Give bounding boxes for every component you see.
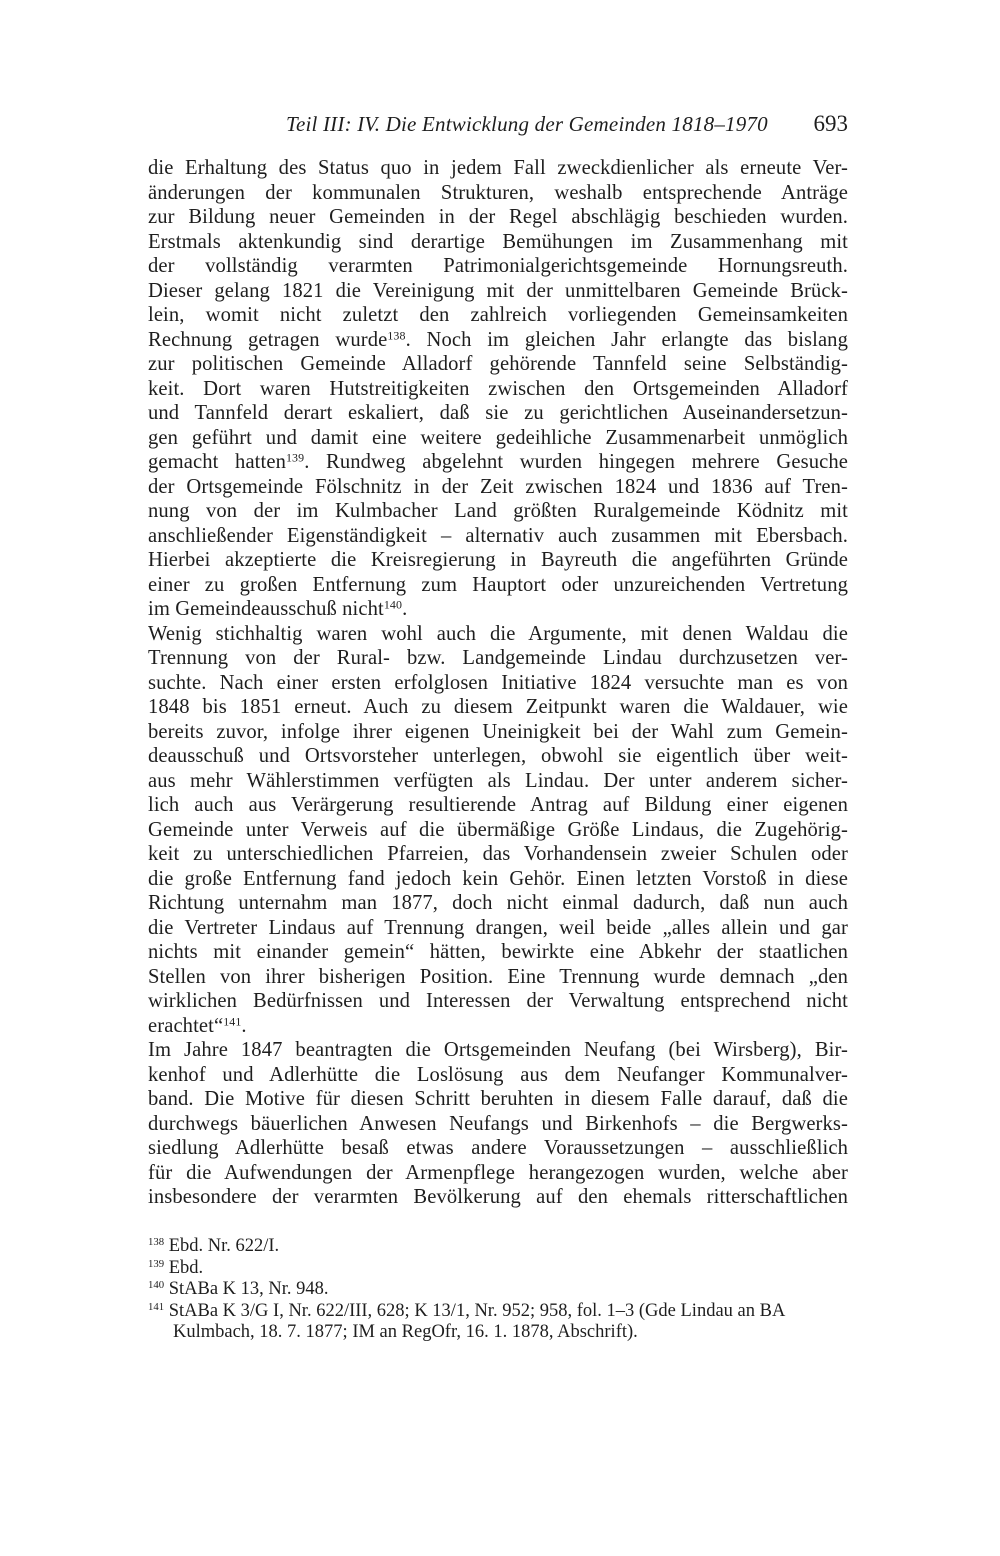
text-line xyxy=(148,597,848,622)
text-line xyxy=(148,1038,848,1063)
text-line xyxy=(148,328,848,353)
text-line xyxy=(148,695,848,720)
line-text: keit. Dort waren Hutstreitigkeiten zwischen den Ortsgemeinden Alladorf xyxy=(148,377,848,400)
footnote xyxy=(148,1236,848,1258)
footnote-text: Ebd. xyxy=(164,1257,204,1278)
text-line xyxy=(148,744,848,769)
footnote-number: 140 xyxy=(148,1279,165,1292)
line-text: nung von der im Kulmbacher Land größten Ruralgemeinde Ködnitz mit xyxy=(148,500,848,522)
line-text: suchte. Nach einer ersten erfolglosen Initiative 1824 versuchte man es von xyxy=(148,671,848,694)
line-text-continued: . xyxy=(241,1014,247,1037)
line-text: anschließender Eigenständigkeit – alternativ auch zusammen mit Ebersbach. xyxy=(148,524,848,547)
line-text: wirklichen Bedürfnissen und Interessen der Verwaltung entsprechend nicht xyxy=(148,990,848,1012)
line-text: Rechnung getragen wurde xyxy=(148,328,388,351)
line-text: deausschuß und Ortsvorsteher unterlegen, obwohl sie eigentlich über weit- xyxy=(148,745,848,767)
footnotes xyxy=(148,1236,848,1344)
text-line xyxy=(148,1014,848,1039)
page-header xyxy=(148,108,848,142)
line-text: die Erhaltung des Status quo in jedem Fall zweckdienlicher als erneute Ver- xyxy=(148,157,848,179)
line-text: im Gemeindeausschuß nicht xyxy=(148,598,384,620)
line-text: Erstmals aktenkundig sind derartige Bemühungen im Zusammenhang mit xyxy=(148,230,848,253)
footnote-reference: 141 xyxy=(223,1013,242,1028)
line-text: lein, womit nicht zuletzt den zahlreich vorliegenden Gemeinsamkeiten xyxy=(148,304,848,326)
line-text: änderungen der kommunalen Strukturen, weshalb entsprechende Anträge xyxy=(148,181,848,204)
line-text: aus mehr Wählerstimmen verfügten als Lindau. Der unter anderem sicher- xyxy=(148,769,848,792)
text-line xyxy=(148,1136,848,1161)
running-title: Teil III: IV. Die Entwicklung der Gemeinden 1818–1970 xyxy=(286,112,768,136)
text-line xyxy=(148,891,848,916)
footnote-number: 141 xyxy=(148,1300,165,1313)
text-line xyxy=(148,475,848,500)
line-text: nichts mit einander gemein“ hätten, bewirkte eine Abkehr der staatlichen xyxy=(148,941,848,963)
footnote-reference: 138 xyxy=(387,327,406,342)
text-line xyxy=(148,548,848,573)
text-line xyxy=(148,279,848,304)
line-text: 1848 bis 1851 erneut. Auch zu diesem Zeitpunkt waren die Waldauer, wie xyxy=(148,696,848,718)
text-line xyxy=(148,1063,848,1088)
line-text: siedlung Adlerhütte besaß etwas andere Voraussetzungen – ausschließlich xyxy=(148,1137,848,1159)
text-line xyxy=(148,940,848,965)
line-text: bereits zuvor, infolge ihrer eigenen Uneinigkeit bei der Wahl zum Gemein- xyxy=(148,720,848,743)
text-line xyxy=(148,377,848,402)
line-text: Wenig stichhaltig waren wohl auch die Argumente, mit denen Waldau die xyxy=(148,622,848,645)
line-text: erachtet“ xyxy=(148,1014,224,1037)
line-text: lich auch aus Verärgerung resultierende Antrag auf Bildung einer eigenen xyxy=(148,794,848,816)
text-line xyxy=(148,254,848,279)
line-text: Im Jahre 1847 beantragten die Ortsgemeinden Neufang (bei Wirsberg), Bir- xyxy=(148,1039,848,1061)
text-line xyxy=(148,181,848,206)
text-line xyxy=(148,230,848,255)
footnote-text-continued: Kulmbach, 18. 7. 1877; IM an RegOfr, 16. 1. 1878, Abschrift). xyxy=(173,1322,638,1342)
line-text: durchwegs bäuerlichen Anwesen Neufangs und Birkenhofs – die Bergwerks- xyxy=(148,1112,848,1135)
line-text: Dieser gelang 1821 die Vereinigung mit der unmittelbaren Gemeinde Brück- xyxy=(148,279,848,302)
text-line xyxy=(148,916,848,941)
footnote xyxy=(148,1258,848,1280)
line-text: und Tannfeld derart eskaliert, daß sie zu gerichtlichen Auseinandersetzun- xyxy=(148,402,848,424)
line-text: Stellen von ihrer bisherigen Position. Eine Trennung wurde demnach „den xyxy=(148,965,848,988)
page-number: 693 xyxy=(813,111,848,136)
line-text: Richtung unternahm man 1877, doch nicht einmal dadurch, daß nun auch xyxy=(148,892,848,914)
body-text xyxy=(148,156,848,1210)
line-text: der vollständig verarmten Patrimonialgerichtsgemeinde Hornungsreuth. xyxy=(148,255,848,277)
text-line xyxy=(148,524,848,549)
line-text: für die Aufwendungen der Armenpflege herangezogen wurden, welche aber xyxy=(148,1161,848,1184)
line-text: Trennung von der Rural- bzw. Landgemeinde Lindau durchzusetzen ver- xyxy=(148,647,848,669)
footnote-text: Ebd. Nr. 622/I. xyxy=(164,1236,280,1256)
footnote xyxy=(148,1301,848,1323)
line-text: einer zu großen Entfernung zum Hauptort oder unzureichenden Vertretung xyxy=(148,573,848,596)
text-line xyxy=(148,622,848,647)
text-line xyxy=(148,671,848,696)
line-text: keit zu unterschiedlichen Pfarreien, das Vorhandensein zweier Schulen oder xyxy=(148,843,848,865)
text-line xyxy=(148,1161,848,1186)
text-line xyxy=(148,499,848,524)
text-line xyxy=(148,303,848,328)
text-line xyxy=(148,205,848,230)
line-text: insbesondere der verarmten Bevölkerung auf den ehemals ritterschaftlichen xyxy=(148,1186,848,1208)
text-line xyxy=(148,1185,848,1210)
line-text: zur politischen Gemeinde Alladorf gehörende Tannfeld seine Selbständig- xyxy=(148,353,848,375)
text-line xyxy=(148,720,848,745)
text-line xyxy=(148,965,848,990)
line-text: Hierbei akzeptierte die Kreisregierung in Bayreuth die angeführten Gründe xyxy=(148,549,848,571)
line-text: Gemeinde unter Verweis auf die übermäßige Größe Lindaus, die Zugehörig- xyxy=(148,818,848,841)
footnote-number: 139 xyxy=(148,1257,165,1270)
text-line xyxy=(148,573,848,598)
text-line xyxy=(148,646,848,671)
text-line xyxy=(148,426,848,451)
text-line xyxy=(148,867,848,892)
line-text: die große Entfernung fand jedoch kein Gehör. Einen letzten Vorstoß in diese xyxy=(148,867,848,890)
line-text: die Vertreter Lindaus auf Trennung drangen, weil beide „alles allein und gar xyxy=(148,916,848,939)
footnote xyxy=(148,1279,848,1301)
line-text: gen geführt und damit eine weitere gedeihliche Zusammenarbeit unmöglich xyxy=(148,426,848,449)
line-text-continued: . xyxy=(402,598,408,620)
text-line xyxy=(148,793,848,818)
footnote-number: 138 xyxy=(148,1236,165,1249)
text-line xyxy=(148,156,848,181)
text-line xyxy=(148,401,848,426)
footnote-text: StABa K 3/G I, Nr. 622/III, 628; K 13/1, Nr. 952; 958, fol. 1–3 (Gde Lindau an BA xyxy=(164,1300,786,1321)
text-line xyxy=(148,1087,848,1112)
text-line xyxy=(148,1112,848,1137)
footnote-text: StABa K 13, Nr. 948. xyxy=(164,1279,329,1299)
text-line xyxy=(148,352,848,377)
line-text: der Ortsgemeinde Fölschnitz in der Zeit zwischen 1824 und 1836 auf Tren- xyxy=(148,475,848,498)
line-text-continued: . Noch im gleichen Jahr erlangte das bislang xyxy=(405,328,848,351)
line-text: band. Die Motive für diesen Schritt beruhten in diesem Falle darauf, daß die xyxy=(148,1088,848,1110)
line-text: zur Bildung neuer Gemeinden in der Regel abschlägig beschieden wurden. xyxy=(148,206,848,228)
text-line xyxy=(148,842,848,867)
line-text: kenhof und Adlerhütte die Loslösung aus dem Neufanger Kommunalver- xyxy=(148,1063,848,1086)
text-line xyxy=(148,450,848,475)
footnote-reference: 139 xyxy=(285,450,305,465)
footnote-reference: 140 xyxy=(383,597,403,612)
text-line xyxy=(148,769,848,794)
text-line xyxy=(148,989,848,1014)
text-line xyxy=(148,818,848,843)
line-text-continued: . Rundweg abgelehnt wurden hingegen mehrere Gesuche xyxy=(304,451,848,473)
line-text: gemacht hatten xyxy=(148,451,286,473)
